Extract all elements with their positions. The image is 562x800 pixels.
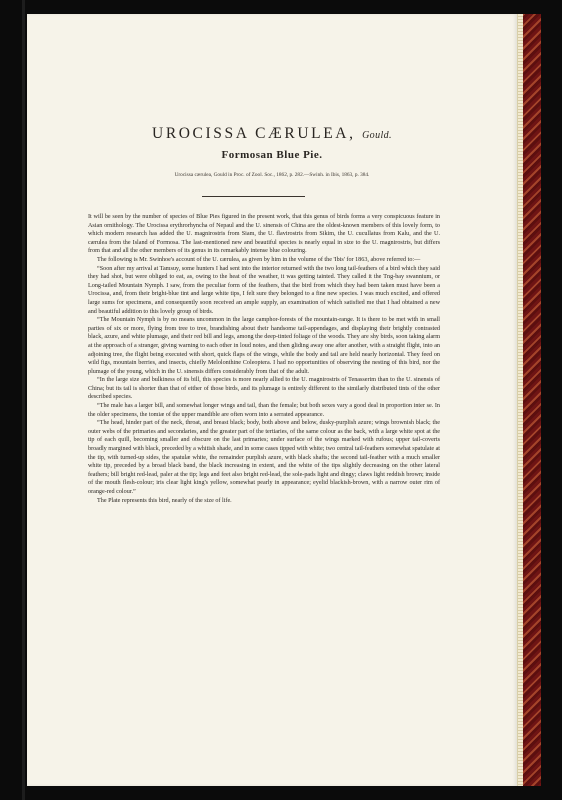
paragraph-6: “The male has a larger bill, and somewhat longer wings and tail, than the female; but both sexes vary a good deal in proportion inter se. In the older specimens, the tomiæ of the upper mandible are often worn into a serrated appearance. [88,403,440,418]
book-gutter [22,0,25,800]
paragraph-1: It will be seen by the number of species of Blue Pies figured in the present work, that this genus of birds forms a very conspicuous feature in Asian ornithology. The Urocissa erythrorhyncha of Nepaul and the U. sinensis of China are the oldest-known members of this lovely form, to which modern research has added the U. magnirostris from Siam, the U. flavirostris from Sikim, the U. cucullatus from Kalu, and the U. cærulea from the Island of Formosa. The last-mentioned new and beautiful species is nearly equal in size to the U. magnirostris, but differs from that and all the other members of its genus in its remarkably intense blue colouring. [88,214,440,255]
paragraph-4: “The Mountain Nymph is by no means uncommon in the large camphor-forests of the mountain-range. It is there to be met with in small parties of six or more, flying from tree to tree, brandishing about their handsome tail-appendages, and displaying their brightly contrasted black, azure, and white plumage, and their red bill and legs, among the deep-tinted foliage of the woods. They are shy birds, soon taking alarm at the approach of a stranger, giving warning to each other in loud notes, and then gliding away one after another, with a straight flight, into an adjoining tree, the flight being executed with short, quick flaps of the wings, while the body and tail are held nearly horizontal. They feed on wild figs, mountain berries, and insects, chiefly Melolonthine Coleoptera. I had no opportunities of observing the nesting of this bird, nor the plumage of the young, which in the U. sinensis differs considerably from that of the adult. [88,317,440,375]
species-title [27,125,517,143]
citation-line: Urocissa cærulea, Gould in Proc. of Zool. Soc., 1862, p. 282.—Swinh. in Ibis, 1863, p. 384. [174,172,370,178]
species-authority: Gould. [362,130,392,141]
paragraph-2: The following is Mr. Swinhoe's account of the U. cærulea, as given by him in the volume of the 'Ibis' for 1863, above referred to:— [97,256,421,263]
species-name: UROCISSA CÆRULEA, [152,125,356,142]
body-text [88,213,440,505]
paragraph-3: “Soon after my arrival at Tamsuy, some hunters I had sent into the interior returned with the two long tail-feathers of a bird which they said they had shot, but were obliged to eat, as, owing to the heat of the weather, it was getting tainted. They called it the Tng-bay swannium, or Long-tailed Mountain Nymph. I saw, from the peculiar form of the feathers, that the bird from which they had been taken must have been a Urocissa, and, from their bright-blue tint and large white tips, I felt sure they belonged to a fine new species. I was much excited, and offered large sums for specimens, and consequently soon received an ample supply, an examination of which satisfied me that I had obtained a new and beautiful addition to this lovely group of birds. [88,265,440,315]
page-stack-edge [517,14,541,786]
paragraph-8: The Plate represents this bird, nearly of the size of life. [97,497,232,504]
book-page [27,14,517,786]
common-name: Formosan Blue Pie. [221,149,323,161]
paragraph-5: “In the large size and bulkiness of its bill, this species is more nearly allied to the U. magnirostris of Tenasserim than to the U. sinensis of China; but its tail is shorter than that of either of those birds, and its plumage is entirely different to the similarly distributed tints of the other described species. [88,377,440,401]
paragraph-7: “The head, hinder part of the neck, throat, and breast black; body, both above and below, dusky-purplish azure; wings brownish black; the outer webs of the primaries and secondaries, and the greater part of the tertiaries, of the same colour as the back, with a large white spot at the tip of each quill, becoming smaller and obscure on the last primaries; under surface of the wings marked with rufous; upper tail-coverts broadly margined with black, preceded by a whitish shade, and in some cases tipped with white; two central tail-feathers somewhat spatulate at the tip, with turned-up sides, the spatulæ white, the remainder purplish azure, with black shafts; the second tail-feather with a much smaller white tip, preceded by a broad black band, the black increasing in extent, and the white of the tips slightly decreasing on the other lateral feathers; bill bright red-lead, paler at the tip; legs and feet also bright red-lead, the sole-pads light and dingy; claws light reddish brown; inside of the mouth flesh-colour; iris clear light king's yellow, somewhat pearly in appearance; eyelid blackish-brown, with a narrow outer rim of orange-red colour.” [88,420,441,495]
divider-rule [202,196,305,197]
